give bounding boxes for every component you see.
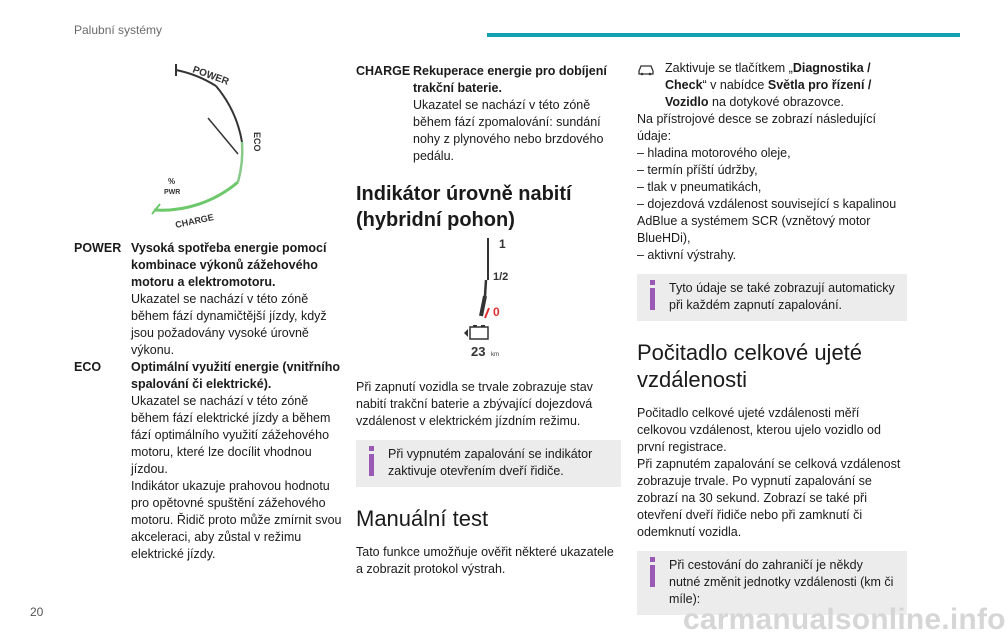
diagnostics-line2: Na přístrojové desce se zobrazí následující údaje: [637, 112, 877, 143]
gauge-label-eco: ECO [252, 132, 262, 152]
desc-charge-bold: Rekuperace energie pro dobíjení trakční baterie. [413, 64, 607, 95]
column-left [74, 240, 344, 563]
column-right [637, 60, 907, 627]
note-units-text: Při cestování do zahraničí je někdy nutné změnit jednotky vzdálenosti (km či míle): [669, 558, 894, 606]
intro-a: Zaktivuje se tlačítkem „ [665, 61, 793, 75]
battery-icon [464, 325, 488, 339]
gauge-label-charge: CHARGE [174, 212, 215, 230]
odometer-paragraph-1: Počitadlo celkové ujeté vzdálenosti měří celkovou vzdálenost, kterou ujelo vozidlo od první registrace. [637, 406, 881, 454]
heading-battery-indicator: Indikátor úrovně nabití (hybridní pohon) [356, 183, 572, 231]
desc-eco-bold: Optimální využití energie (vnitřního spalování či elektrické). [131, 360, 341, 391]
desc-eco-text: Ukazatel se nachází v této zóně během fází elektrické jízdy a během fází optimálního využití zážehového motoru, které lze docílit vhodnou jízdou. [131, 394, 331, 476]
battery-range-unit: km [491, 352, 499, 358]
battery-label-full: 1 [499, 237, 506, 251]
page-number: 20 [30, 605, 44, 619]
intro-d: Světla pro řízení / Vozidlo [665, 78, 872, 109]
note-auto-display [637, 274, 907, 321]
odometer-paragraph-2: Při zapnutém zapalování se celková vzdálenost zobrazuje trvale. Po vypnutí zapalování se zobrazí na 30 sekund. Zobrazí se také při otevření dveří řidiče nebo při zamknutí či odemknutí vozidla. [637, 457, 901, 539]
heading-manual-test: Manuální test [356, 506, 489, 531]
manual-test-paragraph: Tato funkce umožňuje ověřit některé ukazatele a zobrazit protokol výstrah. [356, 545, 614, 576]
desc-eco-text2: Indikátor ukazuje prahovou hodnotu pro opětovné spuštění zážehového motoru. Řidič proto může zmírnit svou akceleraci, aby zůstal v režimu elektrické jízdy. [131, 479, 342, 561]
list-item: – tlak v pneumatikách, [637, 180, 762, 194]
note-battery-text: Při vypnutém zapalování se indikátor zaktivuje otevřením dveří řidiče. [388, 447, 593, 478]
desc-charge [413, 63, 621, 165]
diagnostics-list [637, 145, 907, 264]
info-icon [366, 446, 380, 476]
note-auto-display-text: Tyto údaje se také zobrazují automaticky při každém zapnutí zapalování. [669, 281, 895, 312]
desc-eco [131, 359, 344, 563]
gauge-zone-definitions [74, 240, 344, 563]
list-item: – dojezdová vzdálenost související s kapalinou AdBlue a systémem SCR (vznětový motor BlueHDi), [637, 197, 897, 245]
info-icon [647, 280, 661, 310]
list-item: – aktivní výstrahy. [637, 248, 737, 262]
battery-paragraph: Při zapnutí vozidla se trvale zobrazuje stav nabití trakční baterie a zbývající dojezdová vzdálenost v elektrickém jízdním režimu. [356, 380, 593, 428]
power-gauge-illustration [140, 52, 280, 232]
desc-power [131, 240, 344, 359]
diagnostics-intro [637, 60, 907, 111]
desc-power-text: Ukazatel se nachází v této zóně během fází dynamičtější jízdy, když jsou požadovány vysoké úrovně výkonu. [131, 292, 327, 357]
desc-charge-text: Ukazatel se nachází v této zóně během fází zpomalování: sundání nohy z plynového nebo brzdového pedálu. [413, 98, 604, 163]
note-battery [356, 440, 621, 487]
info-icon [647, 557, 661, 587]
term-eco: ECO [74, 360, 102, 374]
gauge-label-pwr: PWR [164, 189, 181, 196]
battery-level-illustration [455, 232, 525, 362]
list-item: – hladina motorového oleje, [637, 146, 791, 160]
gauge-label-power: POWER [190, 64, 231, 88]
intro-c: “ v nabídce [702, 78, 768, 92]
desc-power-bold: Vysoká spotřeba energie pomocí kombinace výkonů zážehového motoru a elektromotoru. [131, 241, 327, 289]
charge-definition [356, 63, 621, 165]
term-power: POWER [74, 241, 122, 255]
intro-b: Diagnostika / Check [665, 61, 871, 92]
battery-label-half: 1/2 [493, 271, 509, 283]
heading-odometer: Počitadlo celkové ujeté vzdálenosti [637, 340, 863, 392]
battery-label-empty: 0 [493, 305, 500, 319]
list-item: – termín příští údržby, [637, 163, 758, 177]
intro-e: na dotykové obrazovce. [708, 95, 845, 109]
car-icon [637, 62, 655, 76]
header-accent-bar [487, 33, 960, 37]
gauge-label-pwr-pct: % [168, 177, 176, 186]
section-title: Palubní systémy [74, 23, 163, 37]
term-charge: CHARGE [356, 64, 411, 78]
battery-range-value: 23 [471, 344, 486, 359]
watermark: carmanualsonline.info [683, 603, 1006, 636]
